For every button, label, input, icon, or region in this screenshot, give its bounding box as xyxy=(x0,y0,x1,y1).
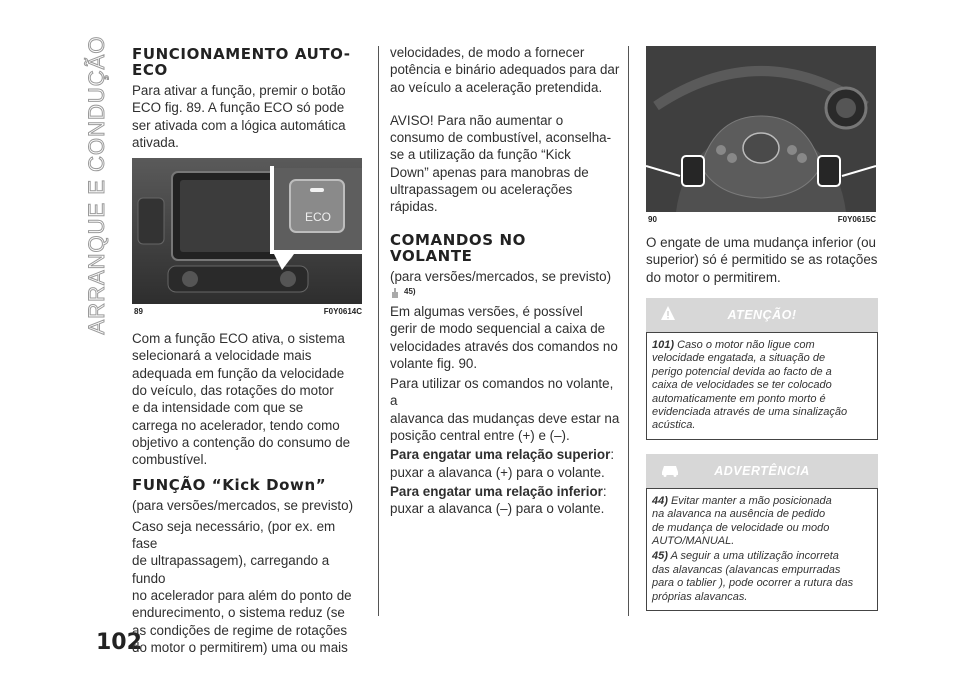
text-line: das alavancas (alavancas empurradas xyxy=(652,563,841,576)
warning-content xyxy=(646,488,878,611)
warning-header xyxy=(646,454,878,488)
warning-note-45 xyxy=(652,550,871,604)
column-2 xyxy=(390,44,620,518)
text-line: para o tablier ), pode ocorrer a rutura das xyxy=(652,577,854,590)
warning-box xyxy=(646,454,878,611)
text-line: se a utilização da função “Kick xyxy=(390,147,571,163)
chapter-sidebar-title xyxy=(72,35,122,335)
text-line: puxar a alavanca (+) para o volante. xyxy=(390,464,605,480)
heading-line: ECO xyxy=(132,61,168,79)
column-3 xyxy=(646,46,878,611)
text-line: velocidades, de modo a fornecer xyxy=(390,45,585,60)
text-line: Caso seja necessário, (por ex. em fase xyxy=(132,518,336,552)
paragraph-continuation xyxy=(390,44,620,96)
text-line: Evitar manter a mão posicionada xyxy=(670,494,832,507)
paragraph-commands xyxy=(390,303,620,372)
attention-note-101 xyxy=(652,339,871,433)
note-number: 45) xyxy=(652,550,668,563)
text-line: volante fig. 90. xyxy=(390,355,478,371)
text-line: na alavanca na ausência de pedido xyxy=(652,508,826,521)
text-line: do motor o permitirem) uma ou mais xyxy=(132,639,348,655)
attention-box xyxy=(646,298,878,440)
text-line: velocidade engatada, a situação de xyxy=(652,352,826,365)
section-heading-commands xyxy=(390,232,620,264)
note-number: 101) xyxy=(652,338,675,351)
figure-89-eco-button xyxy=(132,158,362,304)
eco-button-label: ECO xyxy=(304,210,331,225)
warning-triangle-icon xyxy=(660,305,676,326)
figure-code: F0Y0614C xyxy=(323,307,362,317)
bold-label: Para engatar uma relação inferior xyxy=(390,483,603,499)
paragraph-eco-active xyxy=(132,330,364,468)
paragraph-kick-down xyxy=(132,518,364,656)
text-line: do veículo, das rotações do motor xyxy=(132,383,334,399)
text-line: evidenciada através de uma sinalização xyxy=(652,405,848,418)
text-line: AVISO! Para não aumentar o xyxy=(390,112,564,128)
steering-wheel-illustration xyxy=(646,46,876,212)
text-line: O engate de uma mudança inferior (ou xyxy=(646,235,877,250)
text-line: Para ativar a função, premir o botão xyxy=(132,83,346,98)
text-line: velocidades através dos comandos no xyxy=(390,338,618,354)
text-line: ativada. xyxy=(132,134,179,150)
text-line: automaticamente em ponto morto é xyxy=(652,392,826,405)
figure-89-caption xyxy=(134,307,362,316)
text-line: de mudança de velocidade ou modo xyxy=(652,521,830,534)
figure-90-steering-wheel xyxy=(646,46,876,212)
text-line: Caso o motor não ligue com xyxy=(677,338,815,351)
figure-number: 89 xyxy=(134,307,143,317)
figure-90-caption xyxy=(648,215,876,224)
text-line: AUTO/MANUAL. xyxy=(652,534,735,547)
paragraph-eco-activate xyxy=(132,82,364,151)
text-line: do motor o permitirem. xyxy=(646,269,781,285)
text-line: consumo de combustível, aconselha- xyxy=(390,130,612,146)
text-line: Para utilizar os comandos no volante, a xyxy=(390,376,614,409)
section-heading-kick-down: FUNÇÃO “Kick Down” xyxy=(132,475,327,494)
text-line: e da intensidade com que se xyxy=(132,400,304,416)
text-line: as condições de regime de rotações xyxy=(132,622,348,638)
paragraph-aviso xyxy=(390,112,620,216)
warning-note-44 xyxy=(652,495,871,549)
text-line: adequada em função da velocidade xyxy=(132,365,345,381)
note-number: 44) xyxy=(652,494,668,507)
column-1 xyxy=(132,46,364,656)
text-line: superior) só é permitido se as rotações xyxy=(646,252,878,268)
paragraph-upshift xyxy=(390,446,620,481)
dashboard-illustration xyxy=(132,158,362,304)
footnote-reference-45 xyxy=(390,287,620,303)
text-line: alavanca das mudanças deve estar na xyxy=(390,410,620,426)
text-line: Em algumas versões, é possível xyxy=(390,303,583,319)
kick-versions-note: (para versões/mercados, se previsto) xyxy=(132,497,354,513)
text-line: puxar a alavanca (–) para o volante. xyxy=(390,501,605,517)
text-line: ser ativada com a lógica automática xyxy=(132,117,346,133)
paragraph-engage xyxy=(646,234,878,286)
figure-code: F0Y0615C xyxy=(837,215,876,224)
text-line: próprias alavancas. xyxy=(652,590,748,603)
text-line: endurecimento, o sistema reduz (se xyxy=(132,605,345,621)
attention-title: ATENÇÃO! xyxy=(727,307,797,322)
cmd-versions-note: (para versões/mercados, se previsto) xyxy=(390,268,612,284)
attention-header xyxy=(646,298,878,332)
attention-content xyxy=(646,332,878,440)
page-number: 102 xyxy=(96,630,142,655)
car-warning-icon xyxy=(660,461,680,482)
text-line: carrega no acelerador, tendo como xyxy=(132,417,340,433)
warning-title: ADVERTÊNCIA xyxy=(714,463,810,478)
text-line: acústica. xyxy=(652,419,696,432)
text-line: caixa de velocidades se ter colocado xyxy=(652,379,832,392)
text-line: ao veículo a aceleração pretendida. xyxy=(390,79,603,95)
text-line: gerir de modo sequencial a caixa de xyxy=(390,321,606,337)
heading-line: FUNCIONAMENTO AUTO- xyxy=(132,45,351,63)
column-divider-1 xyxy=(378,46,379,616)
paragraph-commands-usage xyxy=(390,375,620,444)
text-line: Down” apenas para manobras de xyxy=(390,164,589,180)
text-colon: : xyxy=(610,447,615,463)
paragraph-downshift xyxy=(390,483,620,518)
text-line: Com a função ECO ativa, o sistema xyxy=(132,331,345,347)
bold-label: Para engatar uma relação superior xyxy=(390,447,611,463)
text-line: A seguir a uma utilização incorreta xyxy=(670,550,839,563)
heading-line: COMANDOS NO xyxy=(390,230,526,249)
text-line: ECO fig. 89. A função ECO só pode xyxy=(132,100,345,116)
text-line: de ultrapassagem), carregando a fundo xyxy=(132,553,330,586)
text-line: potência e binário adequados para dar xyxy=(390,62,620,78)
column-divider-2 xyxy=(628,46,629,616)
text-line: objetivo a contenção do consumo de xyxy=(132,434,351,450)
warning-hand-icon xyxy=(390,287,400,299)
text-line: perigo potencial devida ao facto de a xyxy=(652,365,832,378)
footnote-ref-label: 45) xyxy=(404,286,416,296)
text-colon: : xyxy=(602,483,607,499)
chapter-title-text: ARRANQUE E CONDUÇÃO xyxy=(84,35,109,335)
text-line: posição central entre (+) e (–). xyxy=(390,428,570,444)
figure-number: 90 xyxy=(648,215,657,224)
heading-line: VOLANTE xyxy=(390,246,473,265)
section-heading-eco xyxy=(132,46,364,78)
text-line: no acelerador para além do ponto de xyxy=(132,588,352,604)
text-line: ultrapassagem ou acelerações rápidas. xyxy=(390,182,573,215)
text-line: combustível. xyxy=(132,452,208,468)
text-line: selecionará a velocidade mais xyxy=(132,348,312,364)
